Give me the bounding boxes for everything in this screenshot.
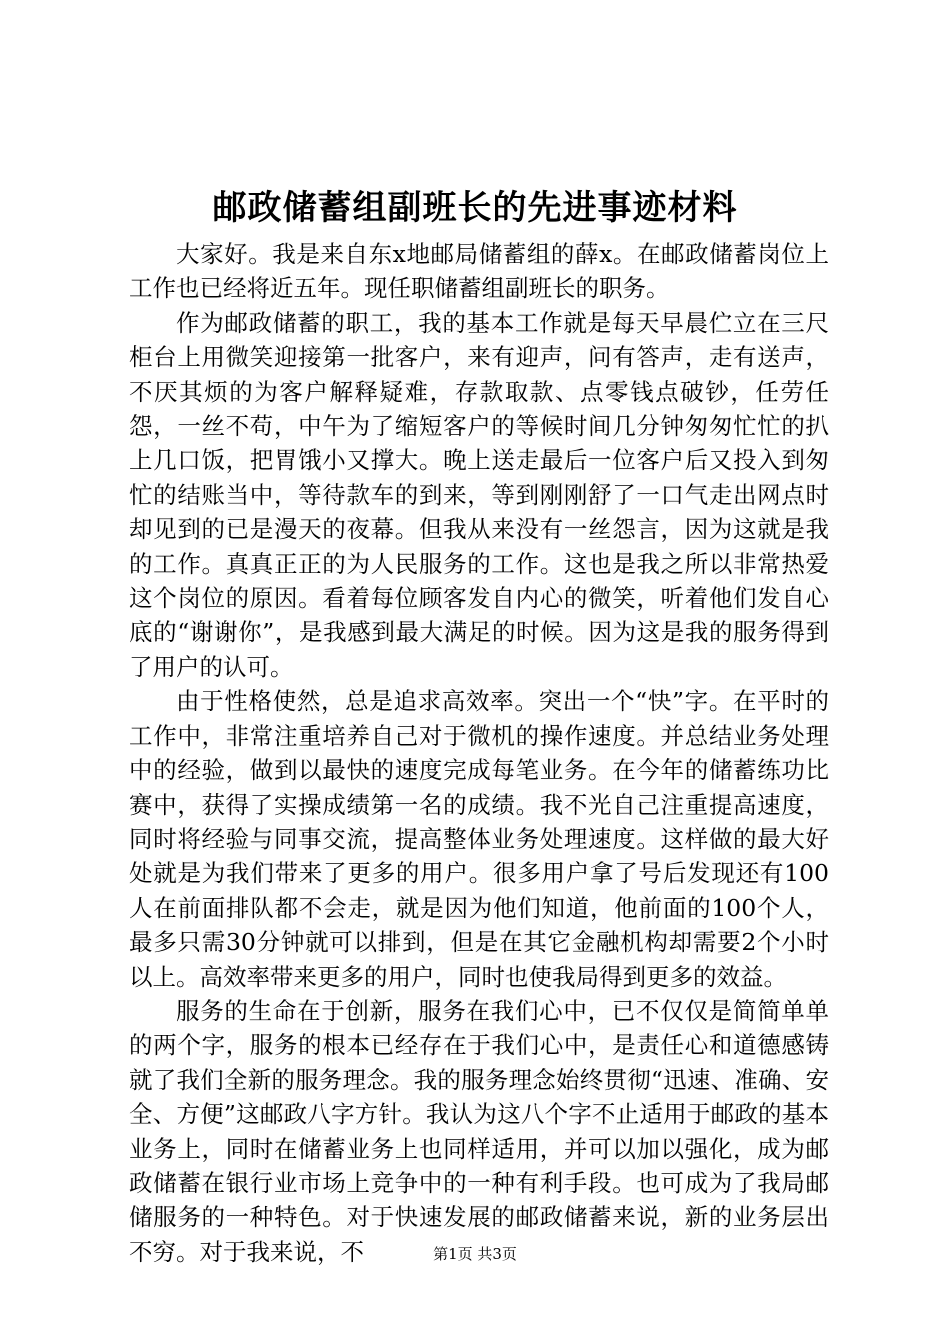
document-title: 邮政储蓄组副班长的先进事迹材料: [212, 188, 738, 228]
paragraph-3: 由于性格使然，总是追求高效率。突出一个“快”字。在平时的工作中，非常注重培养自己对于微机的操作速度。并总结业务处理中的经验，做到以最快的速度完成每笔业务。在今年的储蓄练功比赛中，获得了实操成绩第一名的成绩。我不光自己注重提高速度，同时将经验与同事交流，提高整体业务处理速度。这样做的最大好处就是为我们带来了更多的用户。很多用户拿了号后发现还有100人在前面排队都不会走，就是因为他们知道，他前面的100个人，最多只需30分钟就可以排到，但是在其它金融机构却需要2个小时以上。高效率带来更多的用户，同时也使我局得到更多的效益。: [129, 687, 829, 991]
document-body: [129, 237, 829, 1269]
paragraph-2: 作为邮政储蓄的职工，我的基本工作就是每天早晨伫立在三尺柜台上用微笑迎接第一批客户，来有迎声，问有答声，走有送声，不厌其烦的为客户解释疑难，存款取款、点零钱点破钞，任劳任怨，一丝不苟，中午为了缩短客户的等候时间几分钟匆匆忙忙的扒上几口饭，把胃饿小又撑大。晚上送走最后一位客户后又投入到匆忙的结账当中，等待款车的到来，等到刚刚舒了一口气走出网点时却见到的已是漫天的夜幕。但我从来没有一丝怨言，因为这就是我的工作。真真正正的为人民服务的工作。这也是我之所以非常热爱这个岗位的原因。看着每位顾客发自内心的微笑，听着他们发自心底的“谢谢你”，是我感到最大满足的时候。因为这是我的服务得到了用户的认可。: [129, 308, 829, 681]
page-footer: 第1页 共3页: [433, 1245, 517, 1263]
paragraph-1: 大家好。我是来自东x地邮局储蓄组的薛x。在邮政储蓄岗位上工作也已经将近五年。现任职储蓄组副班长的职务。: [129, 240, 829, 303]
paragraph-4: 服务的生命在于创新，服务在我们心中，已不仅仅是简简单单的两个字，服务的根本已经存在于我们心中，是责任心和道德感铸就了我们全新的服务理念。我的服务理念始终贯彻“迅速、准确、安全、方便”这邮政八字方针。我认为这八个字不止适用于邮政的基本业务上，同时在储蓄业务上也同样适用，并可以加以强化，成为邮政储蓄在银行业市场上竞争中的一种有利手段。也可成为了我局邮储服务的一种特色。对于快速发展的邮政储蓄来说，新的业务层出不穷。对于我来说，不: [129, 996, 829, 1266]
